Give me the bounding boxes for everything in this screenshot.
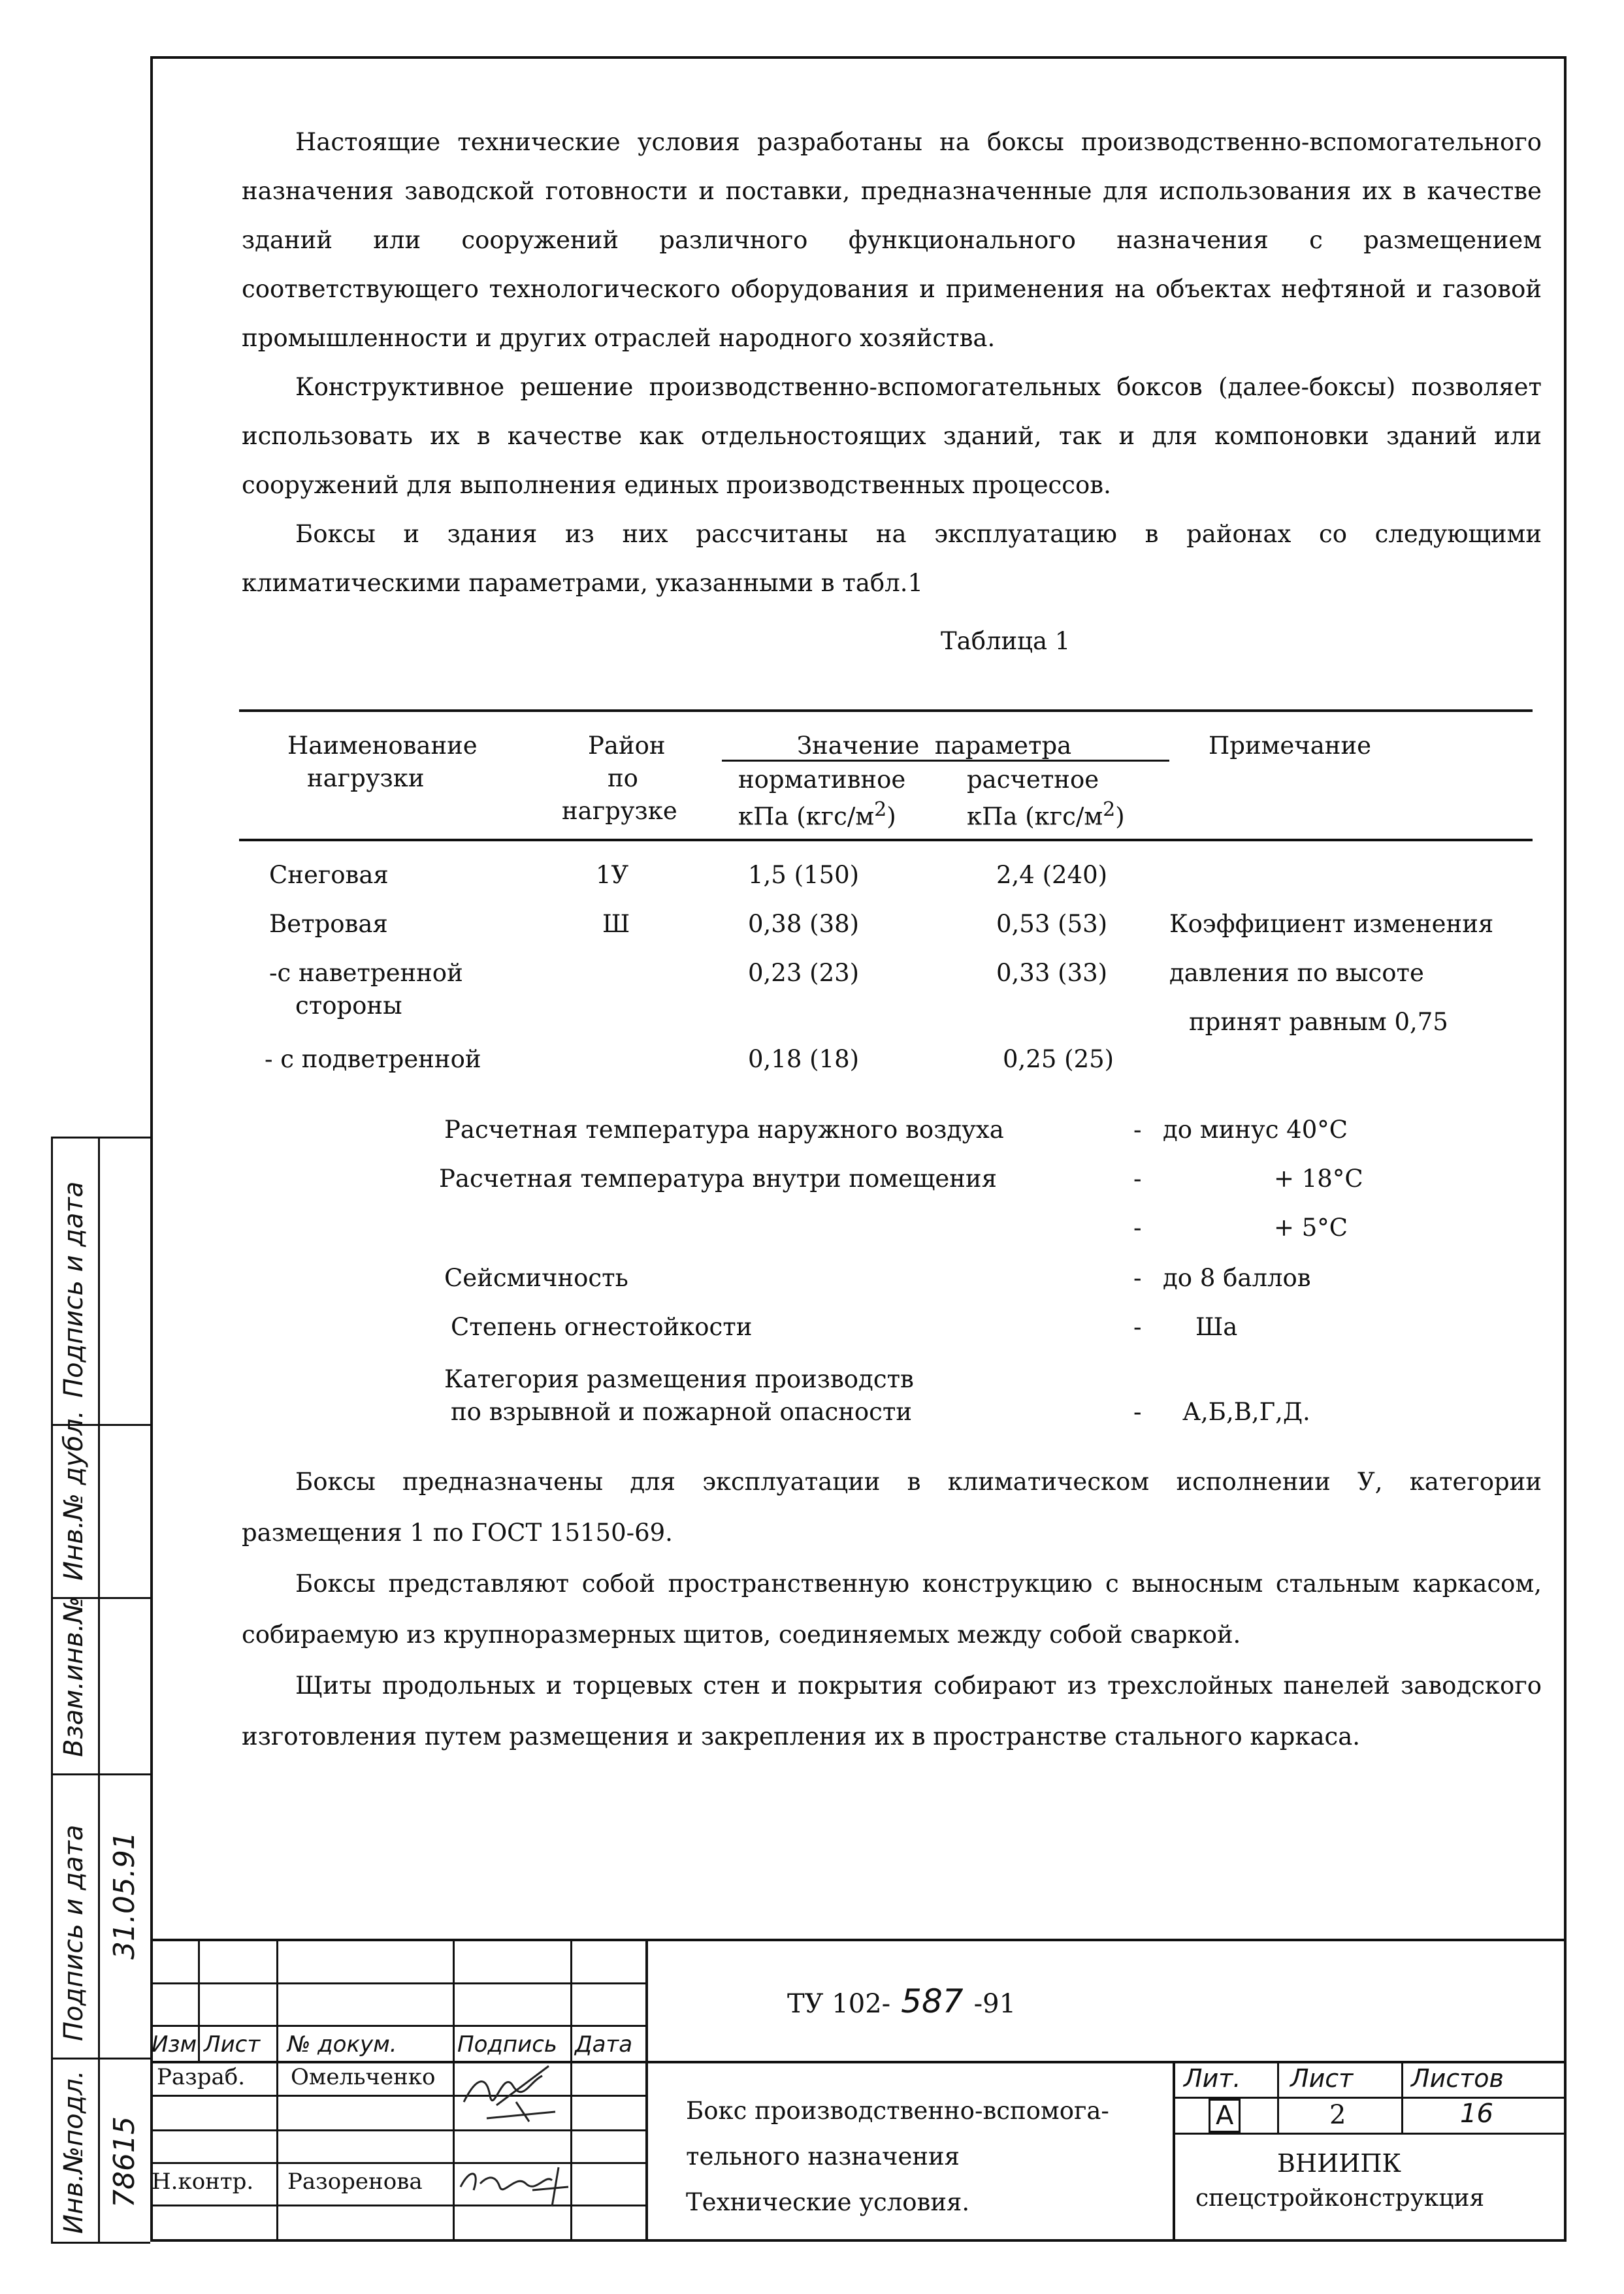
param-fire-value: Ша — [1195, 1313, 1238, 1341]
header-value-group: Значение параметра — [797, 732, 1072, 760]
param-seismic-dash: - — [1133, 1264, 1142, 1292]
row-wind-normative: 0,38 (38) — [748, 910, 860, 938]
col-list-label: Лист — [204, 2031, 261, 2058]
side-replace-inv-label: Взам.инв.№ — [59, 1596, 89, 1757]
row-snow-region: 1У — [596, 861, 629, 889]
row-leeward-design: 0,25 (25) — [1003, 1045, 1114, 1073]
tb-col-line — [645, 1939, 648, 2242]
org-name-1: ВНИИПК — [1277, 2149, 1401, 2178]
row-windward-normative: 0,23 (23) — [748, 959, 860, 987]
row-wind-name: Ветровая — [269, 910, 388, 938]
doc-title-2: тельного назначения — [686, 2142, 960, 2171]
doc-code: ТУ 102- 587 -91 — [787, 1982, 1016, 2020]
col-doc-label: № докум. — [287, 2031, 397, 2058]
table-header-rule — [239, 839, 1533, 841]
side-inv-orig-label: Инв.№подл. — [59, 2070, 89, 2234]
side-inv-dup-label: Инв.№ дубл. — [59, 1410, 89, 1581]
header-name-2: нагрузки — [307, 764, 425, 792]
intro-paragraph-3: Боксы и здания из них рассчитаны на эксплуатацию в районах со следующими климатическими параметрами, указанными в табл.1 — [242, 520, 1542, 597]
role-developer: Разраб. — [157, 2064, 246, 2090]
side-sign-date-label: Подпись и дата — [59, 1181, 89, 1398]
param-fire-label: Степень огнестойкости — [451, 1313, 753, 1341]
row-side-note: принят равным 0,75 — [1189, 1008, 1448, 1036]
param-indoor-temp-dash: - — [1133, 1165, 1142, 1193]
param-seismic-label: Сейсмичность — [444, 1264, 628, 1292]
sheet-label: Лист — [1290, 2064, 1354, 2093]
row-leeward-name: - с подветренной — [265, 1045, 481, 1073]
doc-title-1: Бокс производственно-вспомога- — [686, 2097, 1109, 2125]
name-norm-control: Разоренова — [287, 2169, 423, 2195]
col-sign-label: Подпись — [457, 2031, 557, 2058]
header-normative-2: кПа $(кгс/м^2)$ — [738, 798, 896, 831]
header-note: Примечание — [1209, 732, 1372, 760]
norm-control-signature — [454, 2154, 578, 2213]
side-row-line — [51, 1773, 150, 1775]
row-snow-design: 2,4 (240) — [996, 861, 1108, 889]
tb-col-line — [1401, 2061, 1403, 2133]
row-snow-normative: 1,5 (150) — [748, 861, 860, 889]
lit-value: А — [1209, 2099, 1241, 2133]
closing-text — [242, 1457, 1542, 1762]
header-region-1: Район — [588, 732, 666, 760]
row-snow-name: Снеговая — [269, 861, 389, 889]
header-region-3: нагрузке — [562, 797, 677, 825]
side-sign-date2-label: Подпись и дата — [59, 1824, 89, 2041]
col-izm-label: Изм — [152, 2031, 197, 2058]
intro-paragraph-1: Настоящие технические условия разработаны на боксы производственно-вспомогательного назначения заводской готовности и поставки, предназначенные для использования их в качестве зданий или сооружений различного функционального назначения с размещением соответствующего технологического оборудования и применения на объектах нефтяной и газовой промышленности и других отраслей народного хозяйства. — [242, 128, 1542, 352]
closing-paragraph-2: Боксы представляют собой пространственную конструкцию с выносным стальным каркасом, собираемую из крупноразмерных щитов, соединяемых между собой сваркой. — [242, 1570, 1542, 1649]
param-category-dash: - — [1133, 1398, 1142, 1426]
sheets-value: 16 — [1460, 2099, 1493, 2129]
tb-row-line — [150, 1982, 647, 1984]
param-category-label-1: Категория размещения производств — [444, 1365, 914, 1393]
side-col-line — [98, 1137, 100, 2242]
param-indoor-temp2-value: + 5°С — [1274, 1214, 1348, 1242]
closing-paragraph-1: Боксы предназначены для эксплуатации в климатическом исполнении У, категории размещения 1 по ГОСТ 15150-69. — [242, 1468, 1542, 1547]
header-normative-1: нормативное — [738, 766, 906, 794]
table-caption: Таблица 1 — [941, 627, 1071, 655]
param-outdoor-temp-label: Расчетная температура наружного воздуха — [444, 1116, 1004, 1144]
row-wind-note: Коэффициент изменения — [1169, 910, 1494, 938]
tb-col-line — [198, 1939, 200, 2061]
org-name-2: спецстройконструкция — [1195, 2185, 1485, 2212]
title-block-top — [150, 1939, 1567, 1941]
param-category-label-2: по взрывной и пожарной опасности — [451, 1398, 913, 1426]
tb-row-line — [150, 2129, 647, 2131]
param-seismic-value: до 8 баллов — [1163, 1264, 1311, 1292]
developer-signature — [451, 2056, 581, 2128]
header-name-1: Наименование — [287, 732, 478, 760]
name-developer: Омельченко — [291, 2064, 436, 2090]
header-region-2: по — [608, 764, 638, 792]
param-indoor-temp-value: + 18°С — [1274, 1165, 1363, 1193]
side-row-line — [51, 2242, 150, 2244]
row-windward-name: -с наветренной — [269, 959, 463, 987]
sheets-label: Листов — [1411, 2064, 1504, 2093]
side-col-line — [51, 1137, 53, 2242]
side-row-line — [51, 1137, 150, 1139]
param-outdoor-temp-value: до минус 40°С — [1163, 1116, 1348, 1144]
role-norm-control: Н.контр. — [152, 2169, 254, 2195]
param-indoor-temp-label: Расчетная температура внутри помещения — [439, 1165, 997, 1193]
tb-col-line — [276, 1939, 278, 2242]
row-windward-note: давления по высоте — [1169, 959, 1424, 987]
side-inv-number: 78615 — [108, 2116, 141, 2208]
row-leeward-normative: 0,18 (18) — [748, 1045, 860, 1073]
tb-row-line — [1173, 2133, 1567, 2135]
sheet-value: 2 — [1329, 2100, 1346, 2130]
param-fire-dash: - — [1133, 1313, 1142, 1341]
header-design-1: расчетное — [967, 766, 1099, 794]
doc-title-3: Технические условия. — [686, 2188, 970, 2216]
closing-paragraph-3: Щиты продольных и торцевых стен и покрытия собирают из трехслойных панелей заводского изготовления путем размещения и закрепления их в пространстве стального каркаса. — [242, 1672, 1542, 1751]
param-outdoor-temp-dash: - — [1133, 1116, 1142, 1144]
tb-col-line — [1173, 2061, 1175, 2242]
col-date-label: Дата — [575, 2031, 633, 2058]
lit-label: Лит. — [1184, 2064, 1241, 2093]
header-design-2: кПа $(кгс/м^2)$ — [967, 798, 1125, 831]
row-side-name: стороны — [295, 992, 402, 1020]
side-row-line — [51, 2058, 150, 2060]
value-group-underline — [722, 760, 1169, 762]
param-category-value: А,Б,В,Г,Д. — [1182, 1398, 1310, 1426]
intro-text — [242, 118, 1542, 607]
row-wind-region: Ш — [602, 910, 630, 938]
side-date-value: 31.05.91 — [108, 1832, 141, 1960]
intro-paragraph-2: Конструктивное решение производственно-вспомогательных боксов (далее-боксы) позволяет использовать их в качестве как отдельностоящих зданий, так и для компоновки зданий или сооружений для выполнения единых производственных процессов. — [242, 373, 1542, 499]
row-wind-design: 0,53 (53) — [996, 910, 1108, 938]
table-top-rule — [239, 709, 1533, 712]
tb-row-line — [150, 2025, 647, 2027]
tb-col-line — [1277, 2061, 1279, 2133]
tb-row-line — [150, 2061, 1567, 2063]
param-indoor-temp2-dash: - — [1133, 1214, 1142, 1242]
row-windward-design: 0,33 (33) — [996, 959, 1108, 987]
